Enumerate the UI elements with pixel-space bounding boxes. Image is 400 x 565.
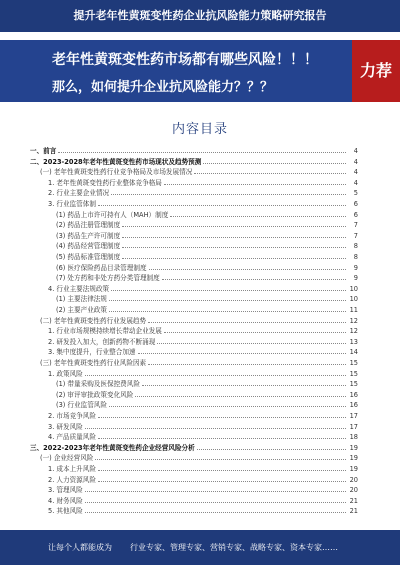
toc-entry-text: 三、2022-2023年老年性黄斑变性药企业经营风险分析	[30, 443, 195, 452]
toc-entry[interactable]	[30, 326, 358, 336]
toc-entry-text: 1. 老年性黄斑变性药行业整体竞争格局	[30, 178, 164, 188]
toc-entry-text: (7) 处方药和非处方药分类管理制度	[30, 273, 162, 283]
toc-leader-dots	[164, 332, 346, 333]
toc-leader-dots	[109, 406, 346, 407]
toc-entry[interactable]	[30, 157, 358, 167]
toc-leader-dots	[138, 353, 346, 354]
toc-page-number: 9	[353, 263, 358, 272]
toc-entry[interactable]	[30, 443, 358, 453]
toc-entry[interactable]	[30, 432, 358, 442]
toc-entry[interactable]	[30, 284, 358, 294]
toc-leader-dots	[111, 194, 346, 195]
toc-leader-dots	[95, 459, 346, 460]
toc-entry-text: (2) 审评审批政策变化风险	[30, 390, 135, 400]
toc-page-number: 16	[349, 390, 358, 399]
toc-leader-dots	[162, 279, 346, 280]
toc-entry[interactable]	[30, 231, 358, 241]
toc-entry-text: 4. 财务风险	[30, 496, 85, 506]
toc-entry-text: (6) 医疗保险药品目录管理制度	[30, 263, 149, 273]
toc-entry-text: 3. 研发风险	[30, 422, 85, 432]
toc-leader-dots	[122, 226, 346, 227]
toc-entry-text: (3) 药品生产许可制度	[30, 231, 122, 241]
toc-entry-text: 一、前言	[30, 147, 57, 155]
toc-leader-dots	[111, 290, 346, 291]
toc-entry[interactable]	[30, 496, 358, 506]
footer-right-text: 行业专家、管理专家、营销专家、战略专家、资本专家……	[130, 543, 338, 552]
toc-leader-dots	[85, 428, 346, 429]
toc-page-number: 15	[349, 369, 358, 378]
toc-page-number: 7	[353, 221, 358, 230]
toc-entry-text: 1. 成本上升风险	[30, 464, 98, 474]
toc-leader-dots	[170, 216, 346, 217]
toc-page-number: 15	[349, 380, 358, 389]
toc-entry[interactable]	[30, 485, 358, 495]
toc-entry-text: (4) 药品经营管理制度	[30, 241, 122, 251]
toc-entry[interactable]	[30, 422, 358, 432]
toc-entry[interactable]	[30, 337, 358, 347]
toc-page-number: 4	[353, 178, 358, 187]
toc-leader-dots	[58, 152, 346, 153]
toc-page-number: 8	[353, 253, 358, 261]
toc-page-number: 5	[353, 189, 358, 198]
toc-page-number: 21	[349, 496, 358, 505]
toc-entry-text: (一) 企业经营风险	[30, 453, 95, 463]
toc-page-number: 6	[353, 210, 358, 219]
toc-entry-text: (5) 药品标准管理制度	[30, 252, 122, 262]
toc-entry[interactable]	[30, 252, 358, 262]
toc-entry-text: 3. 集中度提升，行业整合加速	[30, 347, 138, 357]
toc-entry-text: 二、2023-2028年老年性黄斑变性药市场现状及趋势预测	[30, 157, 202, 166]
toc-leader-dots	[203, 163, 346, 164]
toc-page-number: 8	[353, 242, 358, 251]
toc-leader-dots	[164, 184, 346, 185]
toc-leader-dots	[148, 322, 346, 323]
toc-page-number: 4	[353, 147, 358, 155]
brand-stamp: 力荐	[352, 40, 400, 102]
toc-leader-dots	[149, 269, 346, 270]
toc-entry[interactable]	[30, 146, 358, 156]
toc-page-number: 14	[349, 348, 358, 357]
toc-leader-dots	[98, 417, 346, 418]
toc-leader-dots	[98, 481, 346, 482]
toc-entry-text: 2. 人力资源风险	[30, 475, 98, 485]
toc-entry[interactable]	[30, 347, 358, 357]
toc-entry[interactable]	[30, 294, 358, 304]
toc-leader-dots	[122, 258, 346, 259]
toc-page-number: 15	[349, 359, 358, 367]
toc-entry[interactable]	[30, 358, 358, 368]
toc-leader-dots	[98, 470, 346, 471]
toc-entry-text: (3) 行业监管风险	[30, 400, 109, 410]
toc-entry[interactable]	[30, 400, 358, 410]
toc-page-number: 19	[349, 454, 358, 463]
toc-leader-dots	[85, 512, 346, 513]
toc-entry-text: 3. 行业监管体制	[30, 199, 98, 209]
toc-page-number: 6	[353, 200, 358, 208]
toc-leader-dots	[135, 396, 346, 397]
toc-page-number: 17	[349, 422, 358, 431]
toc-page-number: 4	[353, 157, 358, 166]
toc-entry[interactable]	[30, 453, 358, 463]
toc-entry[interactable]	[30, 379, 358, 389]
toc-page-number: 12	[349, 316, 358, 325]
toc-leader-dots	[85, 502, 346, 503]
toc-page-number: 11	[349, 306, 358, 314]
report-header-bar	[0, 0, 400, 32]
banner-headline: 老年性黄斑变性药市场都有哪些风险！！！	[52, 52, 318, 68]
toc-entry-text: (1) 药品上市许可持有人（MAH）制度	[30, 210, 170, 220]
toc-entry[interactable]	[30, 475, 358, 485]
toc-page-number: 20	[349, 486, 358, 495]
toc-page-number: 17	[349, 412, 358, 420]
toc-entry-text: (2) 药品注册管理制度	[30, 220, 122, 230]
toc-page-number: 18	[349, 433, 358, 442]
footer-left-text: 让每个人都能成为	[48, 543, 112, 552]
toc-page-number: 16	[349, 401, 358, 410]
toc-page-number: 7	[353, 231, 358, 240]
toc-leader-dots	[194, 173, 346, 174]
toc-entry-text: 2. 市场竞争风险	[30, 411, 98, 421]
toc-page-number: 9	[353, 274, 358, 283]
toc-leader-dots	[148, 364, 346, 365]
toc-entry[interactable]	[30, 167, 358, 177]
toc-entry[interactable]	[30, 464, 358, 474]
toc-entry[interactable]	[30, 263, 358, 273]
toc-entry-text: 2. 研发投入加大，创新药物不断涌现	[30, 337, 157, 347]
toc-leader-dots	[98, 205, 346, 206]
toc-entry[interactable]	[30, 411, 358, 421]
toc-page-number: 19	[349, 465, 358, 473]
toc-leader-dots	[85, 491, 346, 492]
toc-entry-text: 2. 行业主要企业情况	[30, 188, 111, 198]
toc-leader-dots	[122, 247, 346, 248]
toc-entry-text: (1) 主要法律法规	[30, 294, 109, 304]
toc-entry[interactable]	[30, 305, 358, 315]
report-header-title: 提升老年性黄斑变性药企业抗风险能力策略研究报告	[73, 9, 327, 22]
toc-entry-text: (三) 老年性黄斑变性药行业风险因素	[30, 358, 148, 368]
footer-bar	[0, 530, 400, 565]
toc-entry-text: (1) 带量采购及医保控费风险	[30, 379, 142, 389]
toc-entry[interactable]	[30, 390, 358, 400]
toc-page-number: 19	[349, 443, 358, 452]
toc-entry-text: 1. 政策风险	[30, 369, 85, 379]
toc-entry-text: (二) 老年性黄斑变性药行业发展趋势	[30, 316, 148, 326]
toc-page-number: 12	[349, 327, 358, 336]
toc-page-number: 21	[349, 507, 358, 516]
toc-leader-dots	[109, 300, 346, 301]
toc-entry-text: (一) 老年性黄斑变性药行业竞争格局及市场发展情况	[30, 167, 194, 177]
toc-entry-text: 4. 行业主要法规政策	[30, 284, 111, 294]
toc-entry-text: 4. 产品质量风险	[30, 432, 98, 442]
toc-entry[interactable]	[30, 220, 358, 230]
table-of-contents	[30, 146, 358, 522]
toc-page-number: 20	[349, 475, 358, 484]
toc-entry[interactable]	[30, 178, 358, 188]
toc-entry-text: (2) 主要产业政策	[30, 305, 109, 315]
banner-subheadline: 那么，如何提升企业抗风险能力？？？	[52, 80, 274, 95]
toc-page-number: 10	[349, 284, 358, 293]
toc-leader-dots	[142, 385, 346, 386]
toc-entry[interactable]	[30, 188, 358, 198]
toc-leader-dots	[122, 237, 346, 238]
toc-entry[interactable]	[30, 316, 358, 326]
toc-entry[interactable]	[30, 199, 358, 209]
toc-entry[interactable]	[30, 273, 358, 283]
toc-leader-dots	[157, 343, 346, 344]
toc-entry[interactable]	[30, 369, 358, 379]
toc-leader-dots	[98, 438, 346, 439]
risk-banner	[0, 40, 400, 102]
toc-entry[interactable]	[30, 506, 358, 516]
toc-leader-dots	[197, 449, 346, 450]
toc-leader-dots	[109, 311, 346, 312]
toc-page-number: 10	[349, 295, 358, 304]
toc-entry[interactable]	[30, 241, 358, 251]
toc-page-number: 13	[349, 337, 358, 346]
toc-entry-text: 5. 其他风险	[30, 506, 85, 516]
toc-entry[interactable]	[30, 210, 358, 220]
toc-page-number: 4	[353, 168, 358, 177]
toc-entry-text: 1. 行业市场规模持续增长带动企业发展	[30, 326, 164, 336]
toc-title: 内容目录	[171, 122, 228, 137]
toc-leader-dots	[85, 375, 346, 376]
toc-entry-text: 3. 管理风险	[30, 485, 85, 495]
